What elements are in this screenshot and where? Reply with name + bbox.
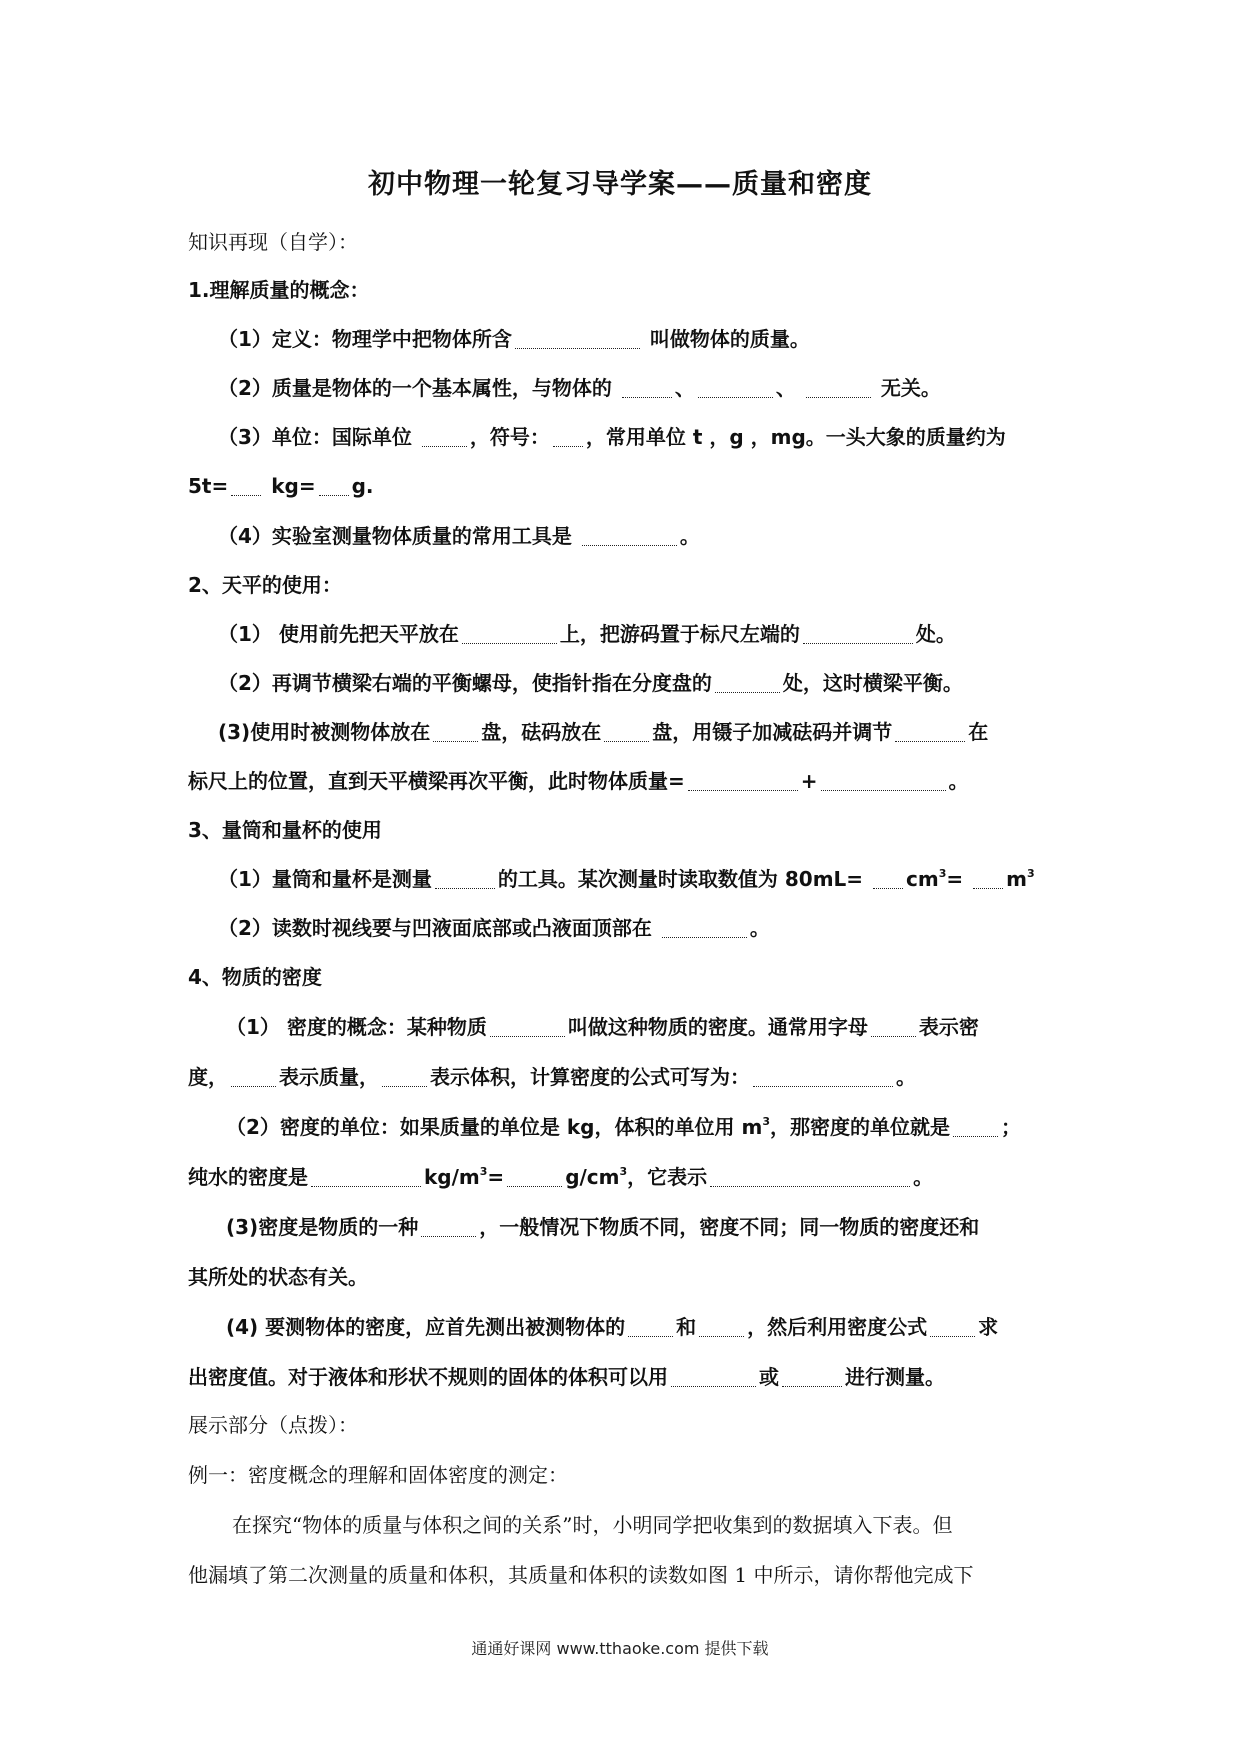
- blank: [515, 328, 640, 349]
- blank: [231, 475, 261, 496]
- blank: [604, 721, 649, 742]
- blank: [806, 377, 871, 398]
- s4-p4-text-d: 求: [978, 1315, 999, 1339]
- s4-p2-text-g: g/cm: [565, 1165, 620, 1189]
- s1-item-2-sep-2: 、: [775, 376, 796, 400]
- page-footer: 通通好课网 www.tthaoke.com 提供下载: [471, 1639, 769, 1658]
- s2-item-2: [218, 668, 1098, 698]
- s1-item-3: [218, 422, 1098, 452]
- s4-p1-text-e: 表示质量，: [279, 1065, 379, 1089]
- s1-item-3-cont: [188, 471, 1068, 501]
- blank: [433, 721, 478, 742]
- blank: [930, 1316, 975, 1337]
- s4-p2-text-b: ，那密度的单位就是: [769, 1115, 950, 1139]
- blank: [698, 377, 773, 398]
- blank: [688, 770, 798, 791]
- superscript: 3: [619, 1165, 628, 1178]
- blank: [895, 721, 965, 742]
- blank: [662, 917, 747, 938]
- blank: [422, 426, 467, 447]
- s3-item-1-text-a: （1）量筒和量杯是测量: [218, 867, 432, 891]
- s3-item-1-text-c: cm: [906, 867, 939, 891]
- blank: [873, 868, 903, 889]
- s2-item-3-text-f: +: [800, 769, 818, 793]
- s2-item-3-text-c: 盘，用镊子加减砝码并调节: [652, 720, 893, 744]
- section-4-heading: 4、物质的密度: [188, 965, 322, 989]
- s1-item-2: [218, 373, 1098, 403]
- blank: [435, 868, 495, 889]
- s4-para-1-cont: [188, 1062, 1068, 1092]
- s4-para-3-cont: 其所处的状态有关。: [188, 1265, 368, 1289]
- superscript: 3: [1026, 867, 1035, 880]
- s4-p1-text-a: （1） 密度的概念：某种物质: [226, 1015, 487, 1039]
- blank: [628, 1316, 673, 1337]
- s1-item-3-text-b: ，符号：: [469, 425, 550, 449]
- blank: [421, 1216, 476, 1237]
- blank: [973, 868, 1003, 889]
- s1-item-4-text-a: （4）实验室测量物体质量的常用工具是: [218, 524, 572, 548]
- s1-item-3-text-e: kg=: [271, 474, 316, 498]
- s4-para-4: [226, 1312, 1106, 1342]
- s1-item-1-text-a: （1）定义：物理学中把物体所含: [218, 327, 512, 351]
- s3-item-2-text-b: 。: [749, 916, 770, 940]
- s2-item-3: [218, 717, 1098, 747]
- blank: [382, 1066, 427, 1087]
- s4-p1-text-c: 表示密: [918, 1015, 979, 1039]
- example-heading: 例一：密度概念的理解和固体密度的测定：: [188, 1463, 568, 1487]
- blank: [231, 1066, 276, 1087]
- s1-item-4-text-b: 。: [679, 524, 700, 548]
- s4-p1-text-g: 。: [896, 1065, 916, 1089]
- s3-item-1-text-b: 的工具。某次测量时读取数值为 80mL=: [497, 867, 864, 891]
- section-intro-heading: 知识再现（自学）：: [188, 230, 358, 254]
- superscript: 3: [479, 1165, 488, 1178]
- s1-item-3-text-f: g.: [351, 474, 374, 498]
- s3-item-2-text-a: （2）读数时视线要与凹液面底部或凸液面顶部在: [218, 916, 652, 940]
- s1-item-3-text-c: ，常用单位 t ，g ，mg。一头大象的质量约为: [585, 425, 1006, 449]
- s1-item-2-sep-1: 、: [674, 376, 695, 400]
- s4-p1-text-f: 表示体积，计算密度的公式可写为：: [430, 1065, 750, 1089]
- blank: [671, 1366, 756, 1387]
- section-3-heading: 3、量筒和量杯的使用: [188, 818, 382, 842]
- s4-p4-text-f: 或: [759, 1365, 779, 1389]
- blank: [803, 623, 913, 644]
- show-section-heading: 展示部分（点拨）：: [188, 1413, 358, 1437]
- s3-item-1-text-e: m: [1006, 867, 1027, 891]
- s1-item-4: [218, 521, 1098, 551]
- s4-p2-text-h: ，它表示: [627, 1165, 708, 1189]
- s1-item-1: [218, 324, 1098, 354]
- s2-item-3-cont: [188, 766, 1068, 796]
- s4-p1-text-b: 叫做这种物质的密度。通常用字母: [567, 1015, 868, 1039]
- example-paragraph-line-1: 在探究“物体的质量与体积之间的关系”时，小明同学把收集到的数据填入下表。但: [232, 1513, 953, 1537]
- s4-para-1: [226, 1012, 1106, 1042]
- s4-p2-text-d: 纯水的密度是: [188, 1165, 308, 1189]
- s3-item-1-text-d: =: [946, 867, 964, 891]
- blank: [782, 1366, 842, 1387]
- blank: [582, 525, 677, 546]
- s1-item-2-text-b: 无关。: [880, 376, 941, 400]
- blank: [871, 1016, 916, 1037]
- s2-item-1-text-a: （1） 使用前先把天平放在: [218, 622, 459, 646]
- blank: [821, 770, 946, 791]
- s4-p4-text-g: 进行测量。: [845, 1365, 945, 1389]
- s4-p4-text-c: ，然后利用密度公式: [747, 1315, 928, 1339]
- s4-p4-text-e: 出密度值。对于液体和形状不规则的固体的体积可以用: [188, 1365, 668, 1389]
- section-2-heading: 2、天平的使用：: [188, 573, 342, 597]
- s4-para-4-cont: [188, 1362, 1068, 1392]
- blank: [553, 426, 583, 447]
- s4-p3-text-a: (3)密度是物质的一种: [226, 1215, 419, 1239]
- superscript: 3: [938, 867, 947, 880]
- blank: [710, 1166, 910, 1187]
- page-title: 初中物理一轮复习导学案——质量和密度: [368, 169, 872, 200]
- s4-p2-text-e: kg/m: [424, 1165, 480, 1189]
- blank: [753, 1066, 893, 1087]
- s4-p4-text-b: 和: [676, 1315, 697, 1339]
- s3-item-2: [218, 913, 1098, 943]
- s3-item-1: [218, 864, 1098, 894]
- s1-item-3-text-d: 5t=: [188, 474, 229, 498]
- s2-item-1-text-c: 处。: [915, 622, 956, 646]
- s4-p2-text-c: ；: [1000, 1115, 1021, 1139]
- blank: [462, 623, 557, 644]
- s2-item-3-text-a: (3)使用时被测物体放在: [218, 720, 431, 744]
- s2-item-1-text-b: 上，把游码置于标尺左端的: [559, 622, 800, 646]
- s2-item-3-text-g: 。: [948, 769, 969, 793]
- s2-item-1: [218, 619, 1098, 649]
- s4-para-2-cont: [188, 1162, 1068, 1192]
- s4-p3-text-b: ，一般情况下物质不同，密度不同；同一物质的密度还和: [479, 1215, 980, 1239]
- s1-item-3-text-a: （3）单位：国际单位: [218, 425, 412, 449]
- s4-para-2: [226, 1112, 1106, 1142]
- s4-p2-text-f: =: [487, 1165, 505, 1189]
- s1-item-1-text-b: 叫做物体的质量。: [649, 327, 810, 351]
- s4-p2-text-i: 。: [913, 1165, 934, 1189]
- s4-p1-text-d: 度，: [188, 1065, 228, 1089]
- s2-item-3-text-e: 标尺上的位置，直到天平横梁再次平衡，此时物体质量=: [188, 769, 685, 793]
- blank: [311, 1166, 421, 1187]
- blank: [715, 672, 780, 693]
- s1-item-2-text-a: （2）质量是物体的一个基本属性，与物体的: [218, 376, 612, 400]
- blank: [490, 1016, 565, 1037]
- superscript: 3: [762, 1115, 770, 1128]
- s4-para-3: [226, 1212, 1106, 1242]
- example-paragraph-line-2: 他漏填了第二次测量的质量和体积，其质量和体积的读数如图 1 中所示，请你帮他完成下: [188, 1563, 974, 1587]
- blank: [953, 1116, 998, 1137]
- blank: [319, 475, 349, 496]
- blank: [507, 1166, 562, 1187]
- blank: [699, 1316, 744, 1337]
- s2-item-2-text-a: （2）再调节横梁右端的平衡螺母，使指针指在分度盘的: [218, 671, 712, 695]
- s2-item-2-text-b: 处，这时横梁平衡。: [782, 671, 963, 695]
- blank: [622, 377, 672, 398]
- s2-item-3-text-b: 盘，砝码放在: [481, 720, 602, 744]
- s4-p2-text-a: （2）密度的单位：如果质量的单位是 kg，体积的单位用 m: [226, 1115, 763, 1139]
- section-1-heading: 1.理解质量的概念：: [188, 278, 370, 302]
- s2-item-3-text-d: 在: [968, 720, 989, 744]
- s4-p4-text-a: (4) 要测物体的密度，应首先测出被测物体的: [226, 1315, 626, 1339]
